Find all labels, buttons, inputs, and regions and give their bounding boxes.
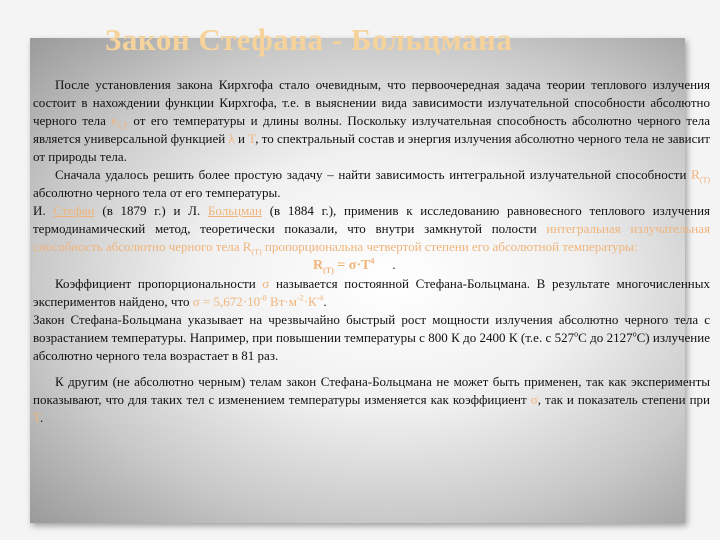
text-run: Коэффициент пропорциональности [55, 276, 263, 291]
symbol-lambda: λ [228, 131, 235, 146]
symbol-R-letter: R [691, 167, 700, 182]
text-run: С до 2127 [578, 330, 633, 345]
formula-equation: = σ·T [333, 258, 371, 273]
text-run: (в 1879 г.) и Л. [94, 203, 208, 218]
paragraph-kirchhoff [33, 76, 710, 166]
constant-exponent: -8 [260, 293, 267, 303]
constant-unit-exponent: -4 [316, 293, 324, 303]
degree-mark: о [574, 329, 579, 339]
degree-mark: о [632, 329, 637, 339]
text-run: . [323, 294, 327, 309]
stefan-boltzmann-formula [313, 258, 374, 273]
symbol-e-subscript: λ,T [117, 121, 128, 131]
spacer [33, 365, 710, 373]
text-run: , то спектральный состав и энергия излучения абсолютно черного тела не зависит от природы тела. [33, 131, 710, 164]
paragraph-integral [33, 166, 710, 202]
text-run: Сначала удалось решить более простую задачу – найти зависимость интегральной излучательной способности [55, 167, 692, 182]
text-run: и [234, 131, 249, 146]
symbol-e-letter: e [111, 113, 118, 128]
formula-subscript: (T) [323, 265, 334, 275]
symbol-T: T [33, 410, 40, 425]
constant-value [192, 293, 327, 309]
highlighted-text: интегральная излучательная способность абсолютно черного тела R [33, 221, 710, 254]
symbol-T: T [248, 131, 256, 146]
constant-unit: ·К [303, 294, 317, 309]
text-run: . [39, 410, 44, 425]
symbol-sigma: σ [530, 392, 538, 407]
paragraph-non-black-bodies [33, 373, 710, 427]
symbol-sigma: σ [262, 276, 270, 291]
text-run: И. [33, 203, 54, 218]
formula-exponent: 4 [370, 256, 375, 266]
text-run: (в 1884 г.), применив к исследованию равновесного теплового излучения термодинамический метод, теоретически показали, что внутри замкнутой полости [33, 203, 710, 236]
text-run: Закон Стефана-Больцмана указывает на чрезвычайно быстрый рост мощности излучения абсолютно черного тела с возрастанием температуры. Например, при повышении температуры с 800 К до 2400 К (т.е. с 527 [33, 312, 710, 345]
symbol-R-subscript: (T) [699, 175, 710, 185]
text-run: называется постоянной Стефана-Больцмана. В результате многочисленных экспериментов найдено, что [33, 276, 710, 309]
text-run: абсолютно черного тела от его температуры. [33, 185, 281, 200]
text-run: К другим (не абсолютно черным) телам закон Стефана-Больцмана не может быть применен, так как эксперименты показывают, что для таких тел с изменением температуры изменяется как коэффициент [33, 374, 710, 407]
text-run: , так и показатель степени при [537, 392, 710, 407]
slide-body [33, 76, 710, 427]
paragraph-stefan-boltzmann [33, 202, 710, 256]
text-run: После установления закона Кирхгофа стало очевидным, что первоочередная задача теории теплового излучения состоит в нахождении функции Кирхгофа, т.е. в выяснении вида зависимости излучательной способности абсолютно черного тела [33, 77, 710, 128]
formula-line [33, 256, 710, 275]
highlighted-subscript: (T) [251, 247, 262, 257]
symbol-e [111, 113, 128, 131]
boltzmann-link[interactable]: Больцман [207, 203, 262, 218]
formula-R: R [313, 258, 324, 273]
text-run: от его температуры и длины волны. Поскольку излучательная способность абсолютно черного тела является универсальной функцией [33, 113, 711, 146]
stefan-link[interactable]: Стефан [53, 203, 95, 218]
symbol-R [691, 167, 710, 185]
highlighted-text: пропорциональна четвертой степени его абсолютной температуры: [261, 239, 638, 254]
constant-mantissa: σ = 5,672·10 [192, 294, 261, 309]
text-run: С) излучение абсолютно черного тела возрастает в 81 раз. [33, 330, 710, 363]
paragraph-growth [33, 311, 710, 365]
slide-title: Закон Стефана - Больцмана [105, 22, 513, 57]
paragraph-constant [33, 275, 710, 311]
constant-unit-exponent: -2 [296, 293, 304, 303]
formula-period: . [392, 257, 396, 272]
constant-unit: Вт·м [266, 294, 297, 309]
